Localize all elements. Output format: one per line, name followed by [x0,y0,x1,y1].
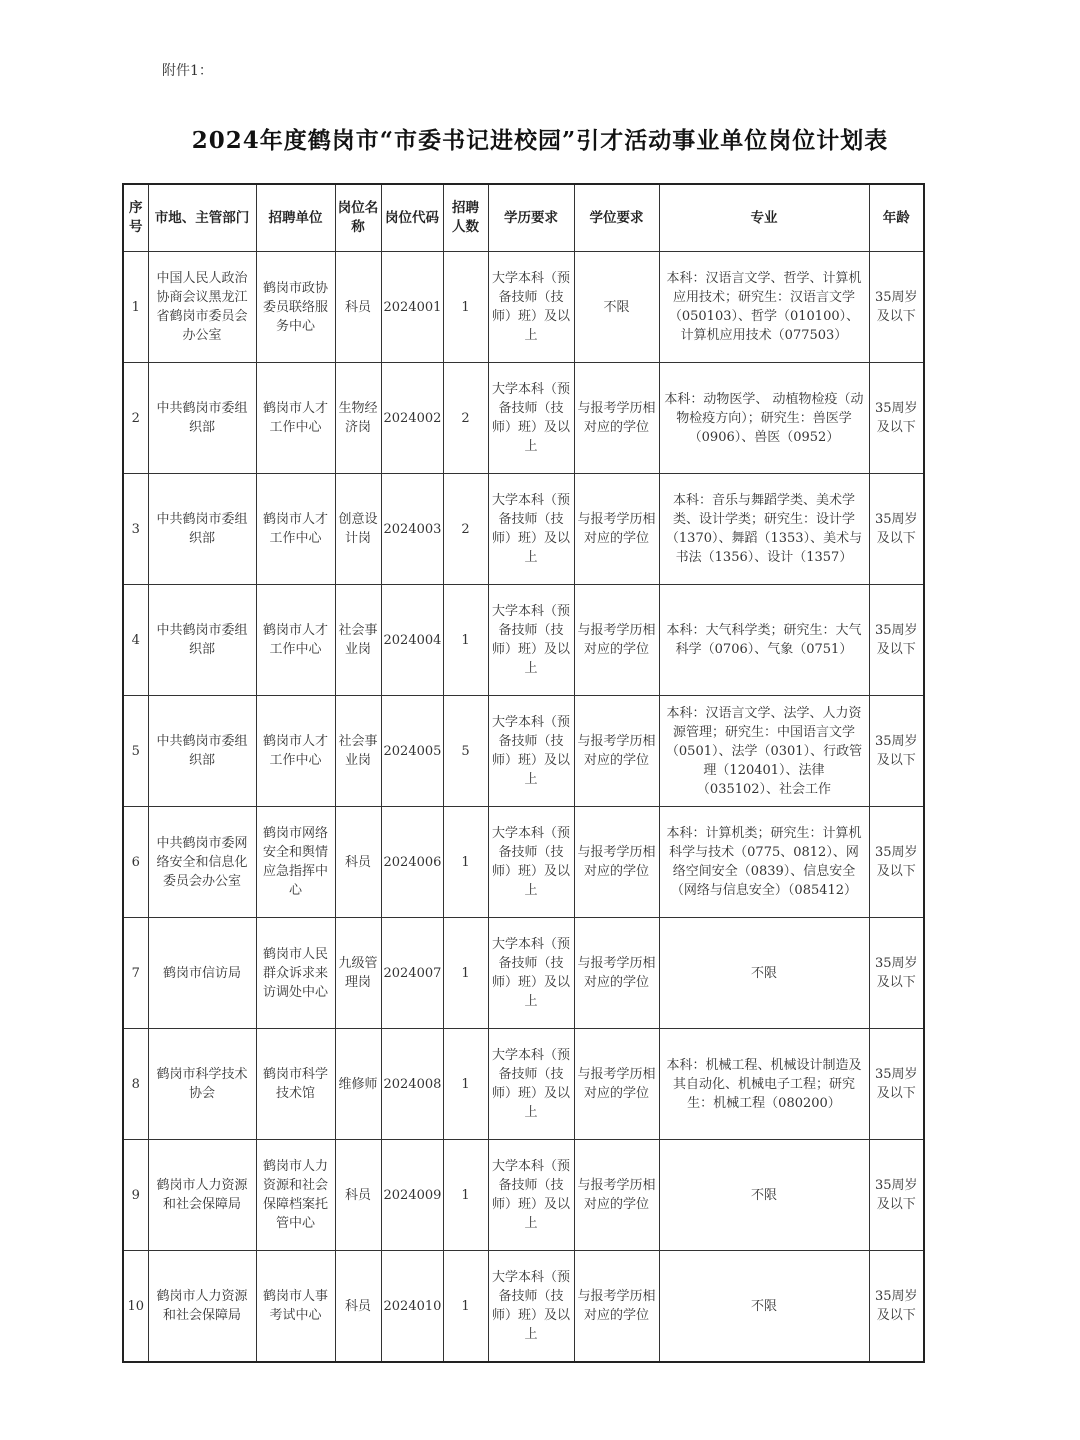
table-row [123,696,924,807]
cell-edu: 大学本科（预备技师（技师）班）及以上 [488,474,574,585]
table-row [123,918,924,1029]
cell-degree: 与报考学历相对应的学位 [574,363,659,474]
cell-unit: 鹤岗市政协委员联络服务中心 [256,252,335,363]
cell-edu: 大学本科（预备技师（技师）班）及以上 [488,807,574,918]
cell-unit: 鹤岗市人才工作中心 [256,696,335,807]
cell-degree: 与报考学历相对应的学位 [574,585,659,696]
cell-no: 10 [123,1251,148,1363]
cell-dept: 中国人民人政治协商会议黑龙江省鹤岗市委员会办公室 [148,252,256,363]
cell-major: 不限 [659,1251,869,1363]
header-unit: 招聘单位 [256,184,335,252]
header-degree: 学位要求 [574,184,659,252]
cell-age: 35周岁及以下 [869,474,924,585]
cell-dept: 中共鹤岗市委组织部 [148,474,256,585]
cell-post: 科员 [335,807,381,918]
header-post: 岗位名称 [335,184,381,252]
table-row [123,252,924,363]
header-edu: 学历要求 [488,184,574,252]
cell-unit: 鹤岗市人力资源和社会保障档案托管中心 [256,1140,335,1251]
cell-post: 科员 [335,1251,381,1363]
cell-unit: 鹤岗市人民群众诉求来访调处中心 [256,918,335,1029]
header-code: 岗位代码 [381,184,443,252]
table-row [123,363,924,474]
cell-code: 2024005 [381,696,443,807]
cell-age: 35周岁及以下 [869,252,924,363]
cell-count: 1 [443,807,488,918]
cell-no: 6 [123,807,148,918]
cell-age: 35周岁及以下 [869,1251,924,1363]
cell-age: 35周岁及以下 [869,696,924,807]
cell-edu: 大学本科（预备技师（技师）班）及以上 [488,696,574,807]
header-no: 序号 [123,184,148,252]
cell-age: 35周岁及以下 [869,1140,924,1251]
cell-dept: 中共鹤岗市委组织部 [148,585,256,696]
cell-age: 35周岁及以下 [869,918,924,1029]
position-plan-table [122,183,925,1363]
cell-major [659,696,869,807]
cell-no: 2 [123,363,148,474]
cell-post: 生物经济岗 [335,363,381,474]
cell-age: 35周岁及以下 [869,363,924,474]
cell-edu: 大学本科（预备技师（技师）班）及以上 [488,1140,574,1251]
cell-post: 科员 [335,252,381,363]
cell-major: 本科：大气科学类；研究生：大气科学（0706）、气象（0751） [659,585,869,696]
header-dept: 市地、主管部门 [148,184,256,252]
cell-unit: 鹤岗市人事考试中心 [256,1251,335,1363]
cell-dept: 中共鹤岗市委网络安全和信息化委员会办公室 [148,807,256,918]
cell-dept: 鹤岗市科学技术协会 [148,1029,256,1140]
cell-edu: 大学本科（预备技师（技师）班）及以上 [488,918,574,1029]
table-row [123,1029,924,1140]
cell-degree: 与报考学历相对应的学位 [574,1251,659,1363]
header-major: 专业 [659,184,869,252]
cell-no: 9 [123,1140,148,1251]
cell-degree: 与报考学历相对应的学位 [574,696,659,807]
cell-no: 5 [123,696,148,807]
cell-code: 2024007 [381,918,443,1029]
cell-code: 2024004 [381,585,443,696]
cell-edu: 大学本科（预备技师（技师）班）及以上 [488,1251,574,1363]
cell-count: 1 [443,1029,488,1140]
table-row [123,807,924,918]
cell-dept: 鹤岗市人力资源和社会保障局 [148,1251,256,1363]
cell-count: 1 [443,1251,488,1363]
cell-code: 2024001 [381,252,443,363]
cell-no: 4 [123,585,148,696]
cell-count: 1 [443,252,488,363]
cell-code: 2024008 [381,1029,443,1140]
cell-age: 35周岁及以下 [869,585,924,696]
cell-post: 社会事业岗 [335,696,381,807]
cell-count: 1 [443,1140,488,1251]
cell-count: 5 [443,696,488,807]
cell-code: 2024010 [381,1251,443,1363]
cell-degree: 与报考学历相对应的学位 [574,918,659,1029]
cell-degree: 与报考学历相对应的学位 [574,1140,659,1251]
cell-no: 8 [123,1029,148,1140]
cell-dept: 中共鹤岗市委组织部 [148,363,256,474]
cell-degree: 与报考学历相对应的学位 [574,474,659,585]
table-header-row [123,184,924,252]
cell-no: 1 [123,252,148,363]
cell-edu: 大学本科（预备技师（技师）班）及以上 [488,363,574,474]
cell-edu: 大学本科（预备技师（技师）班）及以上 [488,585,574,696]
cell-unit: 鹤岗市网络安全和舆情应急指挥中心 [256,807,335,918]
attachment-label: 附件1： [162,63,213,79]
cell-unit: 鹤岗市人才工作中心 [256,474,335,585]
cell-major: 不限 [659,918,869,1029]
cell-major: 本科：计算机类；研究生：计算机科学与技术（0775、0812）、网络空间安全（0839）、信息安全（网络与信息安全）（085412） [659,807,869,918]
table-row [123,1140,924,1251]
cell-major: 本科：动物医学、 动植物检疫（动物检疫方向）；研究生：兽医学（0906）、兽医（0952） [659,363,869,474]
cell-post: 社会事业岗 [335,585,381,696]
cell-count: 1 [443,918,488,1029]
cell-major: 本科：音乐与舞蹈学类、美术学类、设计学类；研究生：设计学（1370）、舞蹈（1353）、美术与书法（1356）、设计（1357） [659,474,869,585]
cell-dept: 中共鹤岗市委组织部 [148,696,256,807]
cell-code: 2024006 [381,807,443,918]
cell-unit: 鹤岗市科学技术馆 [256,1029,335,1140]
table-row [123,585,924,696]
cell-age: 35周岁及以下 [869,1029,924,1140]
cell-degree: 与报考学历相对应的学位 [574,807,659,918]
table-row [123,474,924,585]
cell-no: 3 [123,474,148,585]
cell-unit: 鹤岗市人才工作中心 [256,585,335,696]
header-age: 年龄 [869,184,924,252]
cell-count: 2 [443,363,488,474]
document-title: 2024年度鹤岗市“市委书记进校园”引才活动事业单位岗位计划表 [191,127,889,154]
table-row [123,1251,924,1363]
cell-no: 7 [123,918,148,1029]
cell-post: 科员 [335,1140,381,1251]
cell-major-text: 本科：汉语言文学、法学、人力资源管理；研究生：中国语言文学（0501）、法学（0301）、行政管理（120401）、法律（035102）、社会工作 [665,705,863,797]
cell-dept: 鹤岗市人力资源和社会保障局 [148,1140,256,1251]
cell-code: 2024009 [381,1140,443,1251]
cell-major: 本科：汉语言文学、哲学、计算机应用技术；研究生：汉语言文学（050103）、哲学（010100）、计算机应用技术（077503） [659,252,869,363]
cell-post: 维修师 [335,1029,381,1140]
cell-degree: 与报考学历相对应的学位 [574,1029,659,1140]
cell-major: 本科：机械工程、机械设计制造及其自动化、机械电子工程；研究生：机械工程（080200） [659,1029,869,1140]
cell-age: 35周岁及以下 [869,807,924,918]
cell-post: 九级管理岗 [335,918,381,1029]
cell-edu: 大学本科（预备技师（技师）班）及以上 [488,1029,574,1140]
cell-degree: 不限 [574,252,659,363]
cell-dept: 鹤岗市信访局 [148,918,256,1029]
header-count: 招聘人数 [443,184,488,252]
cell-code: 2024002 [381,363,443,474]
cell-major: 不限 [659,1140,869,1251]
cell-count: 2 [443,474,488,585]
cell-code: 2024003 [381,474,443,585]
cell-count: 1 [443,585,488,696]
cell-unit: 鹤岗市人才工作中心 [256,363,335,474]
cell-post: 创意设计岗 [335,474,381,585]
cell-edu: 大学本科（预备技师（技师）班）及以上 [488,252,574,363]
